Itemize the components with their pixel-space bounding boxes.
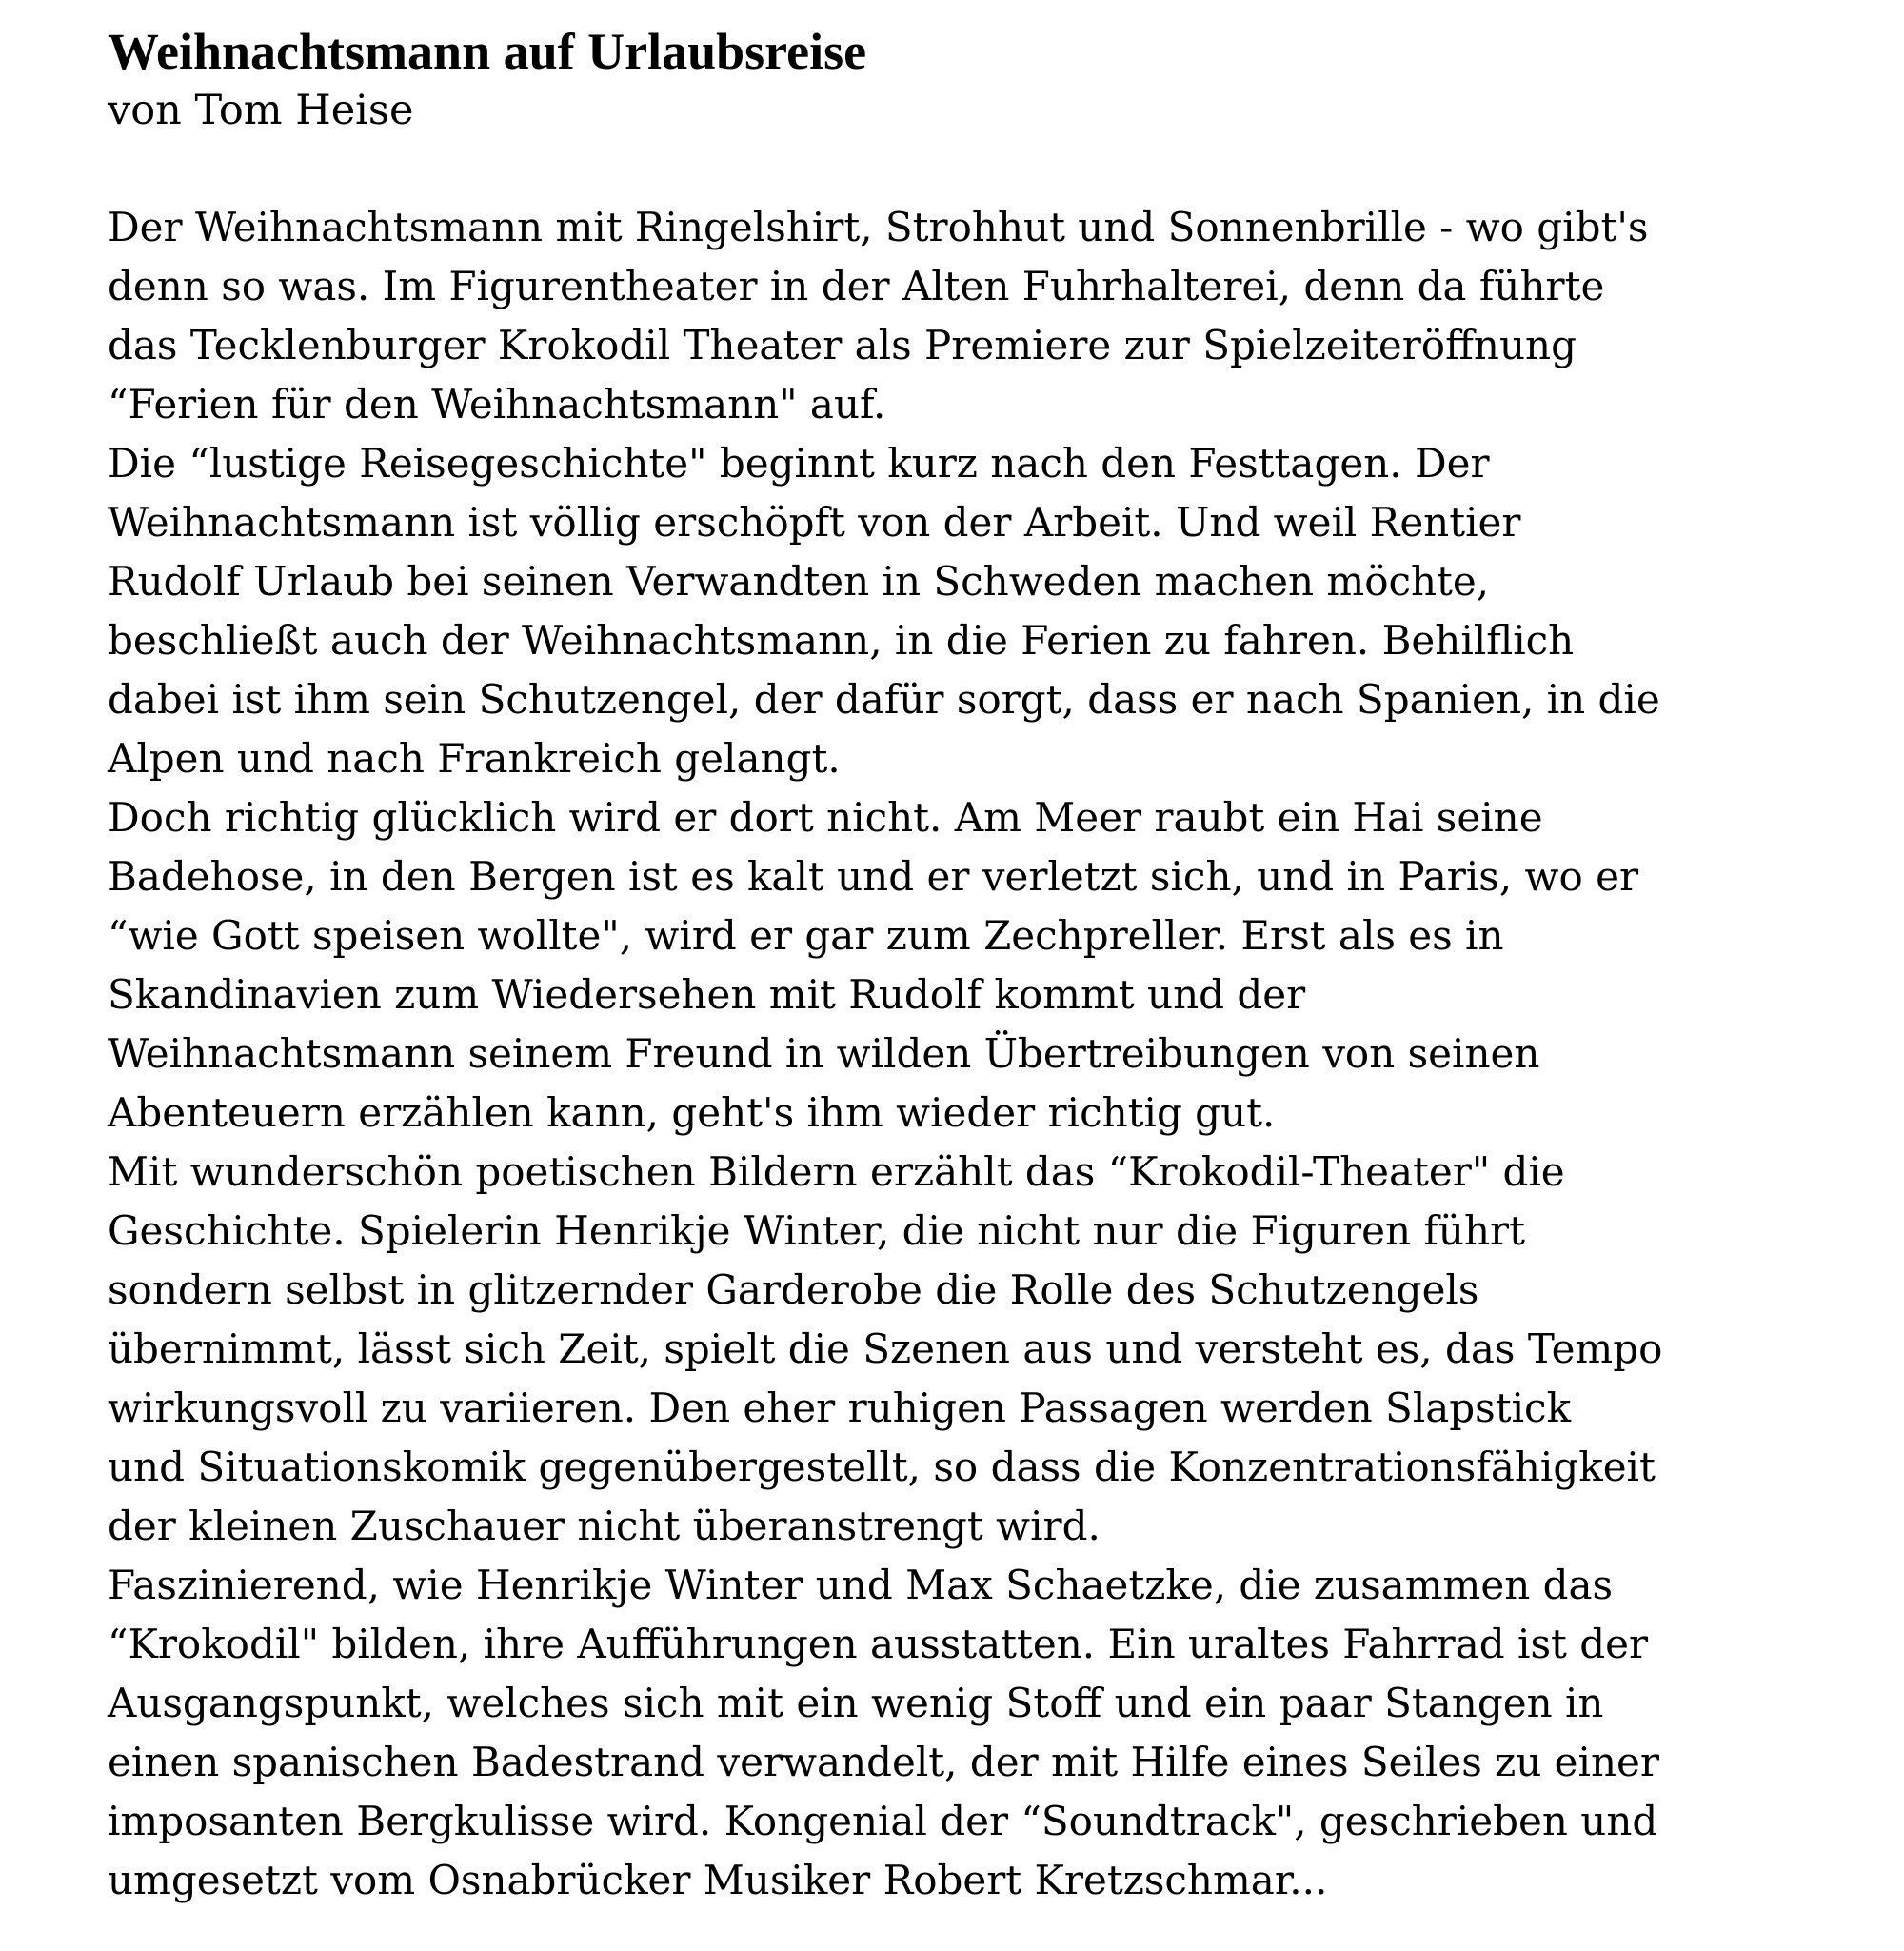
text-line: sondern selbst in glitzernder Garderobe die Rolle des Schutzengels xyxy=(108,1266,1479,1313)
text-line: Rudolf Urlaub bei seinen Verwandten in Schweden machen möchte, xyxy=(108,558,1490,605)
text-line: Geschichte. Spielerin Henrikje Winter, die nicht nur die Figuren führt xyxy=(108,1207,1525,1254)
text-line: Alpen und nach Frankreich gelangt. xyxy=(108,735,841,782)
text-line: denn so was. Im Figurentheater in der Alten Fuhrhalterei, denn da führte xyxy=(108,263,1605,309)
text-line: Faszinierend, wie Henrikje Winter und Max Schaetzke, die zusammen das xyxy=(108,1562,1614,1608)
text-line: Doch richtig glücklich wird er dort nicht. Am Meer raubt ein Hai seine xyxy=(108,794,1543,841)
text-line: übernimmt, lässt sich Zeit, spielt die Szenen aus und versteht es, das Tempo xyxy=(108,1325,1663,1372)
text-line: Der Weihnachtsmann mit Ringelshirt, Strohhut und Sonnenbrille - wo gibt's xyxy=(108,204,1649,250)
article-title: Weihnachtsmann auf Urlaubsreise xyxy=(108,23,867,80)
text-line: “Krokodil" bilden, ihre Aufführungen ausstatten. Ein uraltes Fahrrad ist der xyxy=(108,1621,1649,1667)
text-line: das Tecklenburger Krokodil Theater als Premiere zur Spielzeiteröffnung xyxy=(108,322,1577,368)
text-line: Die “lustige Reisegeschichte" beginnt kurz nach den Festtagen. Der xyxy=(108,440,1490,487)
text-line: Mit wunderschön poetischen Bildern erzählt das “Krokodil-Theater" die xyxy=(108,1148,1565,1195)
text-line: der kleinen Zuschauer nicht überanstrengt wird. xyxy=(108,1503,1101,1549)
text-line: dabei ist ihm sein Schutzengel, der dafür sorgt, dass er nach Spanien, in die xyxy=(108,676,1660,723)
text-line: Ausgangspunkt, welches sich mit ein wenig Stoff und ein paar Stangen in xyxy=(108,1680,1604,1726)
text-line: einen spanischen Badestrand verwandelt, der mit Hilfe eines Seiles zu einer xyxy=(108,1739,1659,1785)
text-line: Weihnachtsmann seinem Freund in wilden Übertreibungen von seinen xyxy=(108,1030,1540,1077)
article-author: von Tom Heise xyxy=(108,87,414,134)
text-line: Weihnachtsmann ist völlig erschöpft von der Arbeit. Und weil Rentier xyxy=(108,499,1521,546)
document-page xyxy=(108,21,1859,1910)
text-line: wirkungsvoll zu variieren. Den eher ruhigen Passagen werden Slapstick xyxy=(108,1384,1572,1431)
text-line: “wie Gott speisen wollte", wird er gar zum Zechpreller. Erst als es in xyxy=(108,912,1504,959)
text-line: imposanten Bergkulisse wird. Kongenial der “Soundtrack", geschrieben und xyxy=(108,1798,1658,1844)
text-line: umgesetzt vom Osnabrücker Musiker Robert Kretzschmar... xyxy=(108,1857,1328,1903)
text-line: Abenteuern erzählen kann, geht's ihm wieder richtig gut. xyxy=(108,1089,1276,1136)
text-line: Badehose, in den Bergen ist es kalt und er verletzt sich, und in Paris, wo er xyxy=(108,853,1639,900)
text-line: beschließt auch der Weihnachtsmann, in die Ferien zu fahren. Behilflich xyxy=(108,617,1575,664)
text-line: und Situationskomik gegenübergestellt, so dass die Konzentrationsfähigkeit xyxy=(108,1443,1656,1490)
article-body xyxy=(108,198,1859,1910)
text-line: “Ferien für den Weihnachtsmann" auf. xyxy=(108,381,886,428)
text-line: Skandinavien zum Wiedersehen mit Rudolf kommt und der xyxy=(108,971,1306,1018)
